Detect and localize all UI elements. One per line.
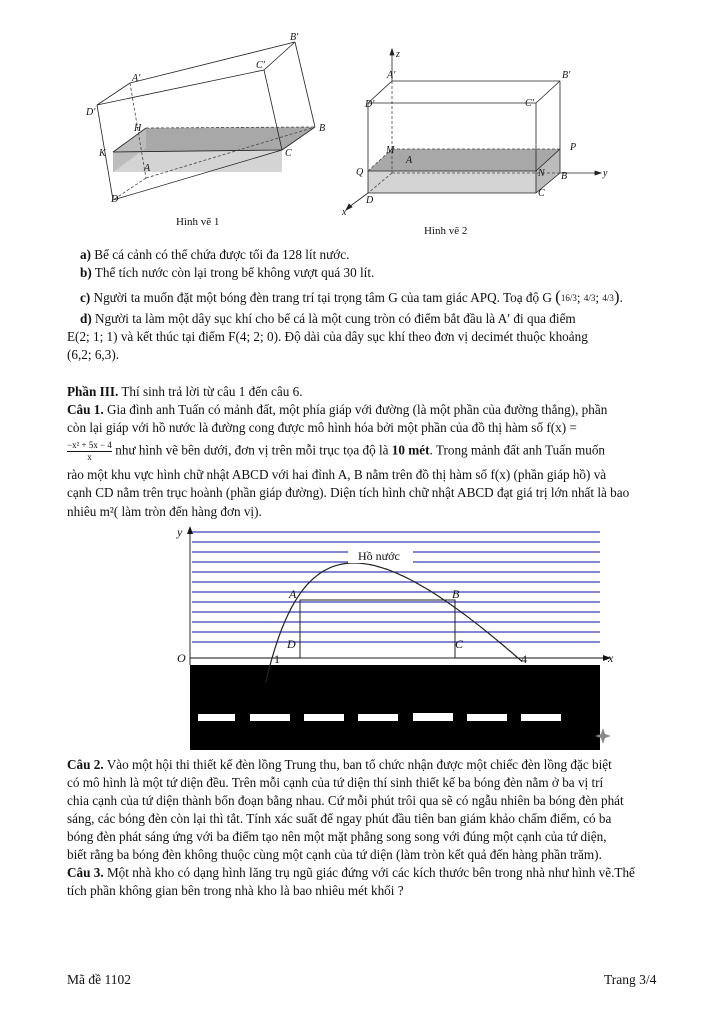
graph-origin: O <box>177 651 186 665</box>
fig2-label-x: x <box>342 207 347 218</box>
fig2-label-z: z <box>396 49 400 60</box>
fig2-caption: Hình vẽ 2 <box>424 225 468 237</box>
fig2-label-y: y <box>603 168 608 179</box>
figure-2 <box>335 45 620 225</box>
item-c: c) Người ta muốn đặt một bóng đèn trang trí tại trọng tâm G của tam giác APQ. Toạ độ G (16/3; 4/3; 4/3). <box>80 287 623 306</box>
page-number: Trang 3/4 <box>604 972 657 987</box>
fig2-label-Dp: D' <box>365 99 375 110</box>
q2-line2: có mô hình là một tứ diện đều. Trên mỗi cạnh của tứ diện thí sinh thiết kế ba bóng đèn nằm ở ba vị trí <box>67 775 604 790</box>
q1-line3: $\frac{\text{−x² + 5x − 4}}{x}$ như hình vẽ bên dưới, đơn vị trên mỗi trục tọa độ là 10 mét. Trong mảnh đất anh Tuấn muốn <box>67 440 606 462</box>
fig2-label-Cp: C' <box>525 98 534 109</box>
graph-point-B: B <box>452 587 460 601</box>
fig2-label-M: M <box>386 145 395 156</box>
graph-x-label: x <box>608 651 614 665</box>
lake-graph <box>170 525 620 750</box>
item-d-line2: E(2; 1; 1) và kết thúc tại điểm F(4; 2; 0). Độ dài của dây sục khí theo đơn vị decimét thuộc khoảng <box>67 329 588 344</box>
q2-line1: Câu 2. Vào một hội thi thiết kế đèn lồng Trung thu, ban tổ chức nhận được một chiếc đèn lồng đặc biệt <box>67 757 612 772</box>
fig2-label-P: P <box>570 142 577 153</box>
graph-lake-label: Hồ nước <box>358 549 400 563</box>
graph-y-label: y <box>177 525 183 539</box>
q2-line3: chia cạnh của tứ diện thành bốn đoạn bằng nhau. Cứ mỗi phút trôi qua sẽ có ngẫu nhiên ba bóng đèn phát <box>67 793 624 808</box>
fig1-label-Bp: B' <box>290 32 299 43</box>
fig2-label-B: B <box>561 171 568 182</box>
q2-line5: bóng đèn phát sáng ứng với ba điểm tạo nên một mặt phẳng song song với đúng một cạnh của tứ diện, <box>67 829 607 844</box>
q2-line4: sáng, các bóng đèn còn lại thì tắt. Tính xác suất để ngay phút đầu tiên ban giám khảo chấm điểm, có ba <box>67 811 612 826</box>
graph-point-C: C <box>455 637 464 651</box>
figure-1 <box>85 30 345 230</box>
fig1-label-Ap: A' <box>132 73 141 84</box>
fig2-label-D: D <box>366 195 374 206</box>
graph-point-A: A <box>289 587 297 601</box>
q1-line5: cạnh CD nằm trên trục hoành (phần giáp đường). Diện tích hình chữ nhật ABCD đạt giá trị lớn nhất là bao <box>67 485 630 500</box>
q1-line6: nhiêu m²( làm tròn đến hàng đơn vị). <box>67 504 262 519</box>
part3-heading: Phần III. Thí sinh trả lời từ câu 1 đến câu 6. <box>67 384 303 399</box>
graph-tick-4: 4 <box>521 652 527 666</box>
fig1-caption: Hình vẽ 1 <box>176 216 220 228</box>
q1-line1: Câu 1. Gia đình anh Tuấn có mảnh đất, một phía giáp với đường (là một phần của đường thẳng), phần <box>67 402 608 417</box>
fig2-label-A: A <box>406 155 413 166</box>
q1-line4: rào một khu vực hình chữ nhật ABCD với hai đỉnh A, B nằm trên đồ thị hàm số f(x) (phần giáp hồ) và <box>67 467 607 482</box>
q3-line2: tích phần không gian bên trong nhà kho là bao nhiêu mét khối ? <box>67 883 404 898</box>
fig1-label-B: B <box>319 123 326 134</box>
graph-point-D: D <box>287 637 296 651</box>
q1-line2: còn lại giáp với hồ nước là đường cong được mô hình hóa bởi một phần của đồ thị hàm số f(x) = <box>67 420 577 435</box>
fig2-label-Ap: A' <box>387 70 396 81</box>
fig2-label-Bp: B' <box>562 70 571 81</box>
fig1-label-Cp: C' <box>256 60 265 71</box>
fig1-label-Dp: D' <box>86 107 96 118</box>
fig2-label-N: N <box>538 168 545 179</box>
exam-code: Mã đề 1102 <box>67 972 131 987</box>
fig2-label-C: C <box>538 188 545 199</box>
graph-tick-1: 1 <box>274 652 280 666</box>
fig1-label-C: C <box>285 148 292 159</box>
q2-line6: biết rằng ba bóng đèn không thuộc cùng một cạnh của tứ diện (làm tròn kết quả đến hàng phần trăm). <box>67 847 602 862</box>
fig2-label-Q: Q <box>356 167 364 178</box>
fig1-label-D: D <box>111 194 119 205</box>
item-a: a) Bể cá cảnh có thể chứa được tối đa 128 lít nước. <box>80 247 350 262</box>
fig1-label-H: H <box>134 123 142 134</box>
item-b: b) Thể tích nước còn lại trong bể không vượt quá 30 lít. <box>80 265 375 280</box>
q3-line1: Câu 3. Một nhà kho có dạng hình lăng trụ ngũ giác đứng với các kích thước bên trong nhà như hình vẽ.Thể <box>67 865 635 880</box>
fig1-label-K: K <box>99 148 106 159</box>
fig1-label-A: A <box>144 163 151 174</box>
item-d-line1: d) Người ta làm một dây sục khí cho bể cá là một cung tròn có điểm bắt đầu là A′ đi qua điểm <box>80 311 576 326</box>
item-d-line3: (6,2; 6,3). <box>67 347 120 362</box>
